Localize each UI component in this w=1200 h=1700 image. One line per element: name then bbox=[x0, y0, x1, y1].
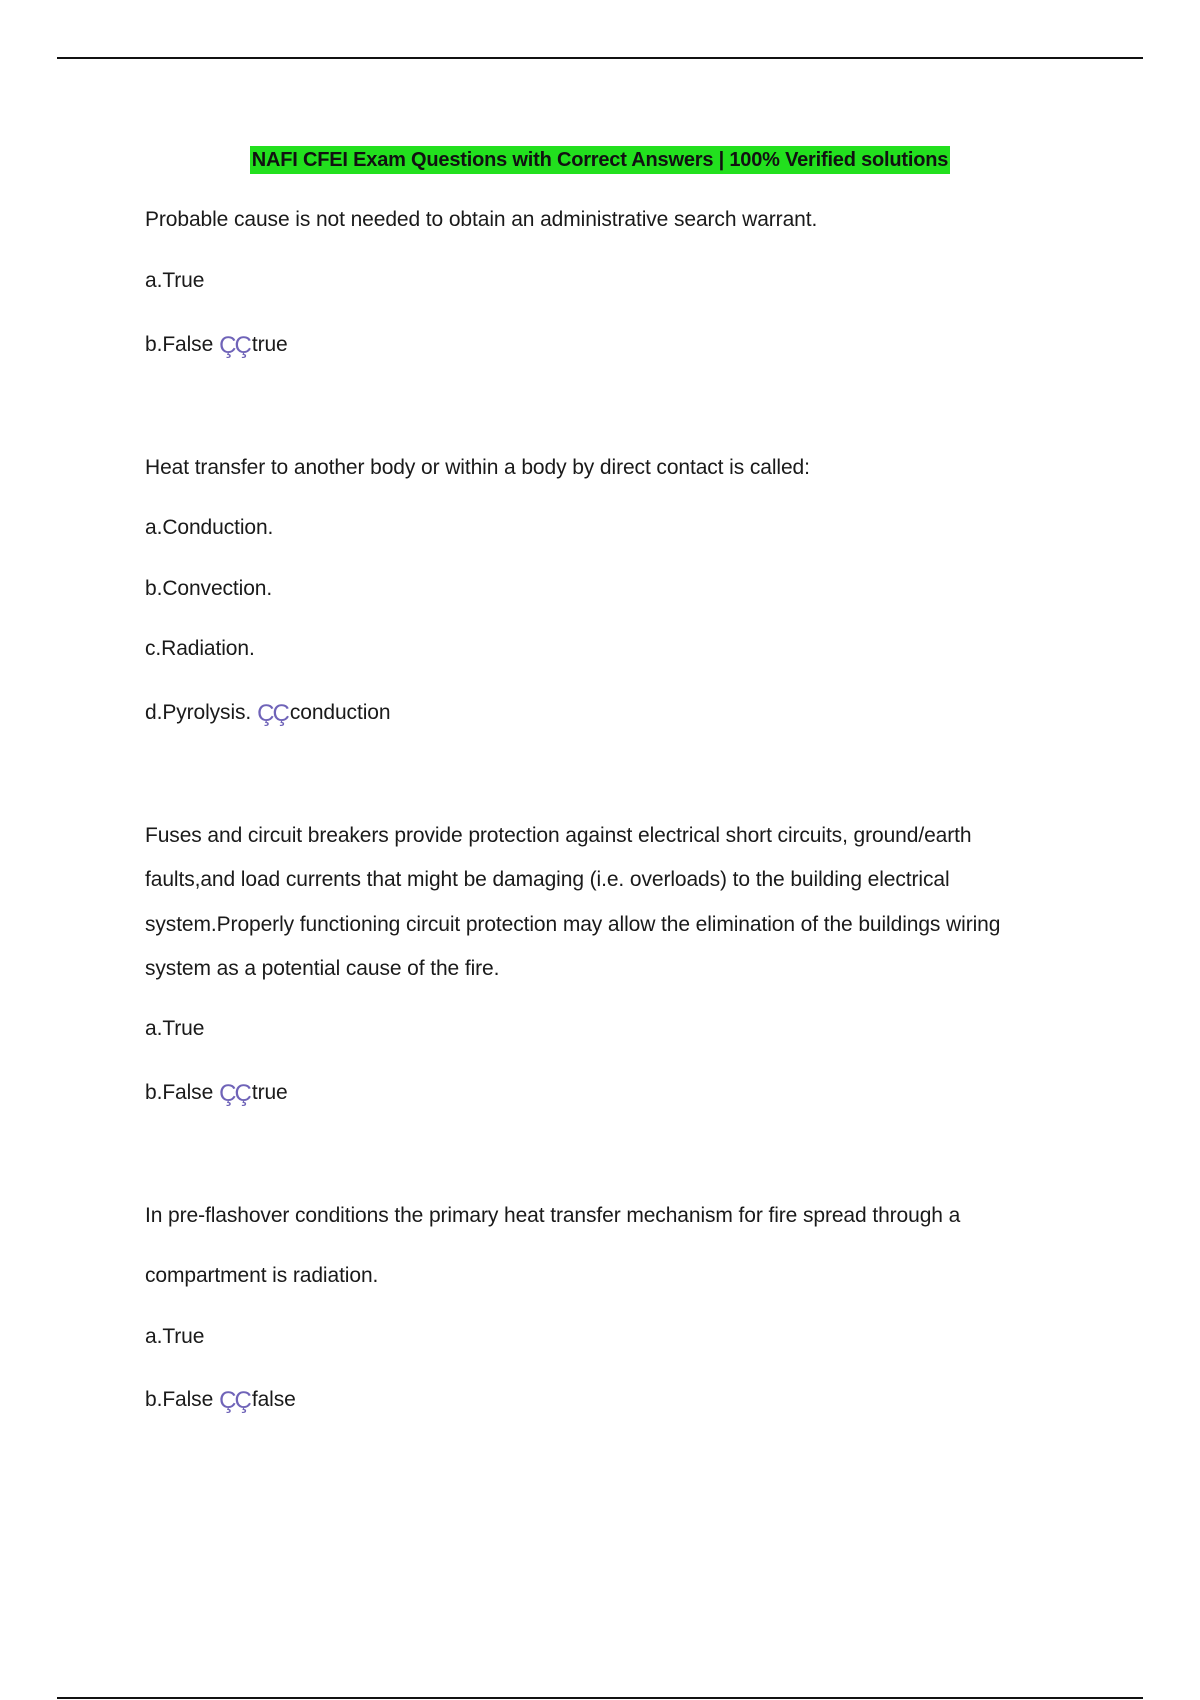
question-4-option-b: b.False bbox=[145, 1388, 214, 1411]
question-3-prompt-line-4: system as a potential cause of the fire. bbox=[145, 957, 500, 980]
question-4-answer: false bbox=[251, 1388, 296, 1411]
question-2-answer: conduction bbox=[289, 701, 391, 724]
question-1-answer: true bbox=[251, 333, 288, 356]
header-rule bbox=[57, 57, 1143, 59]
question-2-prompt: Heat transfer to another body or within a body by direct contact is called: bbox=[145, 456, 810, 479]
answer-marker-icon: ÇÇ bbox=[219, 1387, 250, 1414]
answer-marker-icon: ÇÇ bbox=[219, 1080, 250, 1107]
question-1-prompt: Probable cause is not needed to obtain an administrative search warrant. bbox=[145, 208, 818, 231]
answer-marker-icon: ÇÇ bbox=[219, 332, 250, 359]
question-2-option-d: d.Pyrolysis. bbox=[145, 701, 252, 724]
question-2-option-b: b.Convection. bbox=[145, 577, 273, 600]
question-1-option-b: b.False bbox=[145, 333, 214, 356]
question-3-prompt-line-2: faults,and load currents that might be damaging (i.e. overloads) to the building electrical bbox=[145, 868, 950, 891]
question-1-option-b-answer bbox=[145, 330, 288, 359]
question-4-prompt-line-2: compartment is radiation. bbox=[145, 1264, 379, 1287]
question-2-option-c: c.Radiation. bbox=[145, 637, 255, 660]
answer-marker-icon: ÇÇ bbox=[257, 700, 288, 727]
question-3-answer: true bbox=[251, 1081, 288, 1104]
footer-rule bbox=[57, 1697, 1143, 1699]
question-3-option-a: a.True bbox=[145, 1017, 205, 1040]
question-3-prompt-line-1: Fuses and circuit breakers provide protection against electrical short circuits, ground/earth bbox=[145, 824, 972, 847]
question-3-prompt-line-3: system.Properly functioning circuit protection may allow the elimination of the buildings wiring bbox=[145, 913, 1001, 936]
question-2-option-a: a.Conduction. bbox=[145, 516, 274, 539]
question-4-option-a: a.True bbox=[145, 1325, 205, 1348]
question-4-option-b-answer bbox=[145, 1385, 296, 1414]
question-1-option-a: a.True bbox=[145, 269, 205, 292]
title-block bbox=[0, 146, 1200, 174]
question-4-prompt-line-1: In pre-flashover conditions the primary heat transfer mechanism for fire spread through a bbox=[145, 1204, 961, 1227]
question-3-option-b-answer bbox=[145, 1078, 288, 1107]
question-3-option-b: b.False bbox=[145, 1081, 214, 1104]
document-title: NAFI CFEI Exam Questions with Correct Answers | 100% Verified solutions bbox=[250, 146, 950, 174]
question-2-option-d-answer bbox=[145, 698, 390, 727]
